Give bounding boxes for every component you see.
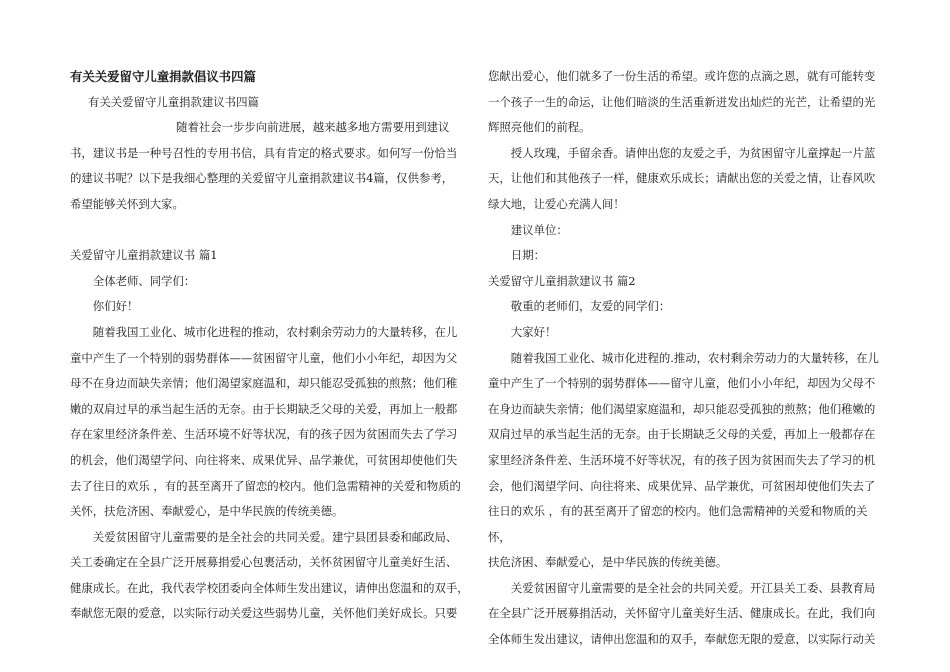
right-column bbox=[488, 64, 883, 653]
left-column bbox=[70, 64, 470, 627]
text-line: 在全县广泛开展募捐活动，关怀留守儿童美好生活、健康成长。在此，我们向 bbox=[488, 606, 876, 621]
text-line: 扶危济困、奉献爱心，是中华民族的传统美德。 bbox=[488, 555, 728, 570]
section-2-paragraph-1 bbox=[488, 346, 883, 576]
text-line: 关爱贫困留守儿童需要的是全社会的共同关爱。开江县关工委、县教育局 bbox=[510, 580, 876, 595]
blank-line bbox=[70, 218, 470, 244]
section-1-paragraph-2-continued bbox=[488, 64, 883, 141]
section-2-paragraph-2 bbox=[488, 576, 883, 653]
section-1-salutation: 全体老师、同学们： bbox=[92, 273, 196, 288]
section-1-paragraph-2 bbox=[70, 525, 470, 627]
section-1-unit: 建议单位： bbox=[510, 222, 568, 237]
text-line: 健康成长。在此，我代表学校团委向全体师生发出建议，请伸出您温和的双手， bbox=[70, 580, 469, 595]
text-line: 您献出爱心，他们就多了一份生活的希望。或许您的点滴之恩，就有可能转变 bbox=[488, 69, 876, 83]
text-line: 往日的欢乐 ，有的甚至离开了留恋的校内。他们急需精神的关爱和物质的关怀， bbox=[488, 504, 868, 544]
text-line: 关怀，扶危济困、奉献爱心，是中华民族的传统美德。 bbox=[70, 504, 344, 519]
text-line: 家里经济条件差、生活环境不好等状况，有的孩子因为贫困而失去了学习的机 bbox=[488, 452, 876, 467]
text-line: 在身边而缺失亲情；他们渴望家庭温和，却只能忍受孤独的煎熬；他们稚嫩的 bbox=[488, 401, 876, 416]
section-1-greeting: 你们好！ bbox=[92, 299, 139, 314]
section-1-date: 日期： bbox=[510, 248, 545, 263]
text-line: 辉照亮他们的前程。 bbox=[488, 120, 591, 135]
text-line: 随着我国工业化、城市化进程的推动，农村剩余劳动力的大量转移，在儿 bbox=[92, 324, 458, 339]
section-2-greeting: 大家好！ bbox=[510, 324, 557, 339]
section-2-heading: 关爱留守儿童捐款建议书 篇2 bbox=[488, 273, 636, 288]
section-2-salutation: 敬重的老师们，友爱的同学们： bbox=[510, 299, 671, 314]
text-line: 授人玫瑰，手留余香。请伸出您的友爱之手，为贫困留守儿童撑起一片蓝 bbox=[510, 145, 876, 160]
text-line: 书，建议书是一种号召性的专用书信，具有肯定的格式要求。如何写一份恰当 bbox=[70, 145, 458, 160]
text-line: 童中产生了一个特别的弱势群体——留守儿童，他们小小年纪，却因为父母不 bbox=[488, 376, 876, 391]
text-line: 童中产生了一个特别的弱势群体——贫困留守儿童，他们小小年纪，却因为父 bbox=[70, 350, 458, 365]
text-line: 嫩的双肩过早的承当起生活的无奈。由于长期缺乏父母的关爱，再加上一般都 bbox=[70, 401, 458, 416]
document-subtitle: 有关关爱留守儿童捐款建议书四篇 bbox=[88, 94, 259, 109]
text-line: 随着社会一步步向前进展，越来越多地方需要用到建议 bbox=[176, 120, 450, 135]
text-line: 存在家里经济条件差、生活环境不好等状况，有的孩子因为贫困而失去了学习 bbox=[70, 427, 458, 442]
text-line: 全体师生发出建议，请伸出您温和的双手，奉献您无限的爱意，以实际行动关 bbox=[488, 632, 876, 647]
text-line: 绿大地，让爱心充满人间！ bbox=[488, 196, 625, 211]
text-line: 的建议书呢？以下是我细心整理的关爱留守儿童捐款建议书4篇，仅供参考， bbox=[70, 171, 454, 186]
section-1-paragraph-1 bbox=[70, 320, 470, 525]
text-line: 双肩过早的承当起生活的无奈。由于长期缺乏父母的关爱，再加上一般都存在 bbox=[488, 427, 876, 442]
section-1-heading: 关爱留守儿童捐款建议书 篇1 bbox=[70, 248, 218, 263]
text-line: 随着我国工业化、城市化进程的.推动，农村剩余劳动力的大量转移，在儿 bbox=[510, 350, 879, 365]
text-line: 去了往日的欢乐 ，有的甚至离开了留恋的校内。他们急需精神的关爱和物质的 bbox=[70, 478, 461, 493]
text-line: 希望能够关怀到大家。 bbox=[70, 196, 184, 211]
section-1-paragraph-3 bbox=[488, 141, 883, 218]
intro-paragraph bbox=[70, 115, 470, 217]
text-line: 奉献您无限的爱意，以实际行动关爱这些弱势儿童，关怀他们美好成长。只要 bbox=[70, 606, 458, 621]
text-line: 关工委确定在全县广泛开展募捐爱心包裹活动，关怀贫困留守儿童美好生活、 bbox=[70, 555, 458, 570]
text-line: 关爱贫困留守儿童需要的是全社会的共同关爱。建宁县团县委和邮政局、 bbox=[92, 529, 458, 544]
text-line: 一个孩子一生的命运，让他们暗淡的生活重新迸发出灿烂的光芒，让希望的光 bbox=[488, 94, 876, 109]
document-title: 有关关爱留守儿童捐款倡议书四篇 bbox=[70, 69, 256, 84]
text-line: 的机会，他们渴望学问、向往将来、成果优异、品学兼优，可贫困却使他们失 bbox=[70, 452, 458, 467]
text-line: 母不在身边而缺失亲情；他们渴望家庭温和，却只能忍受孤独的煎熬；他们稚 bbox=[70, 376, 458, 391]
text-line: 会，他们渴望学问、向往将来、成果优异、品学兼优，可贫困却使他们失去了 bbox=[488, 478, 876, 493]
text-line: 天，让他们和其他孩子一样，健康欢乐成长；请献出您的关爱之情，让春风吹 bbox=[488, 171, 876, 186]
